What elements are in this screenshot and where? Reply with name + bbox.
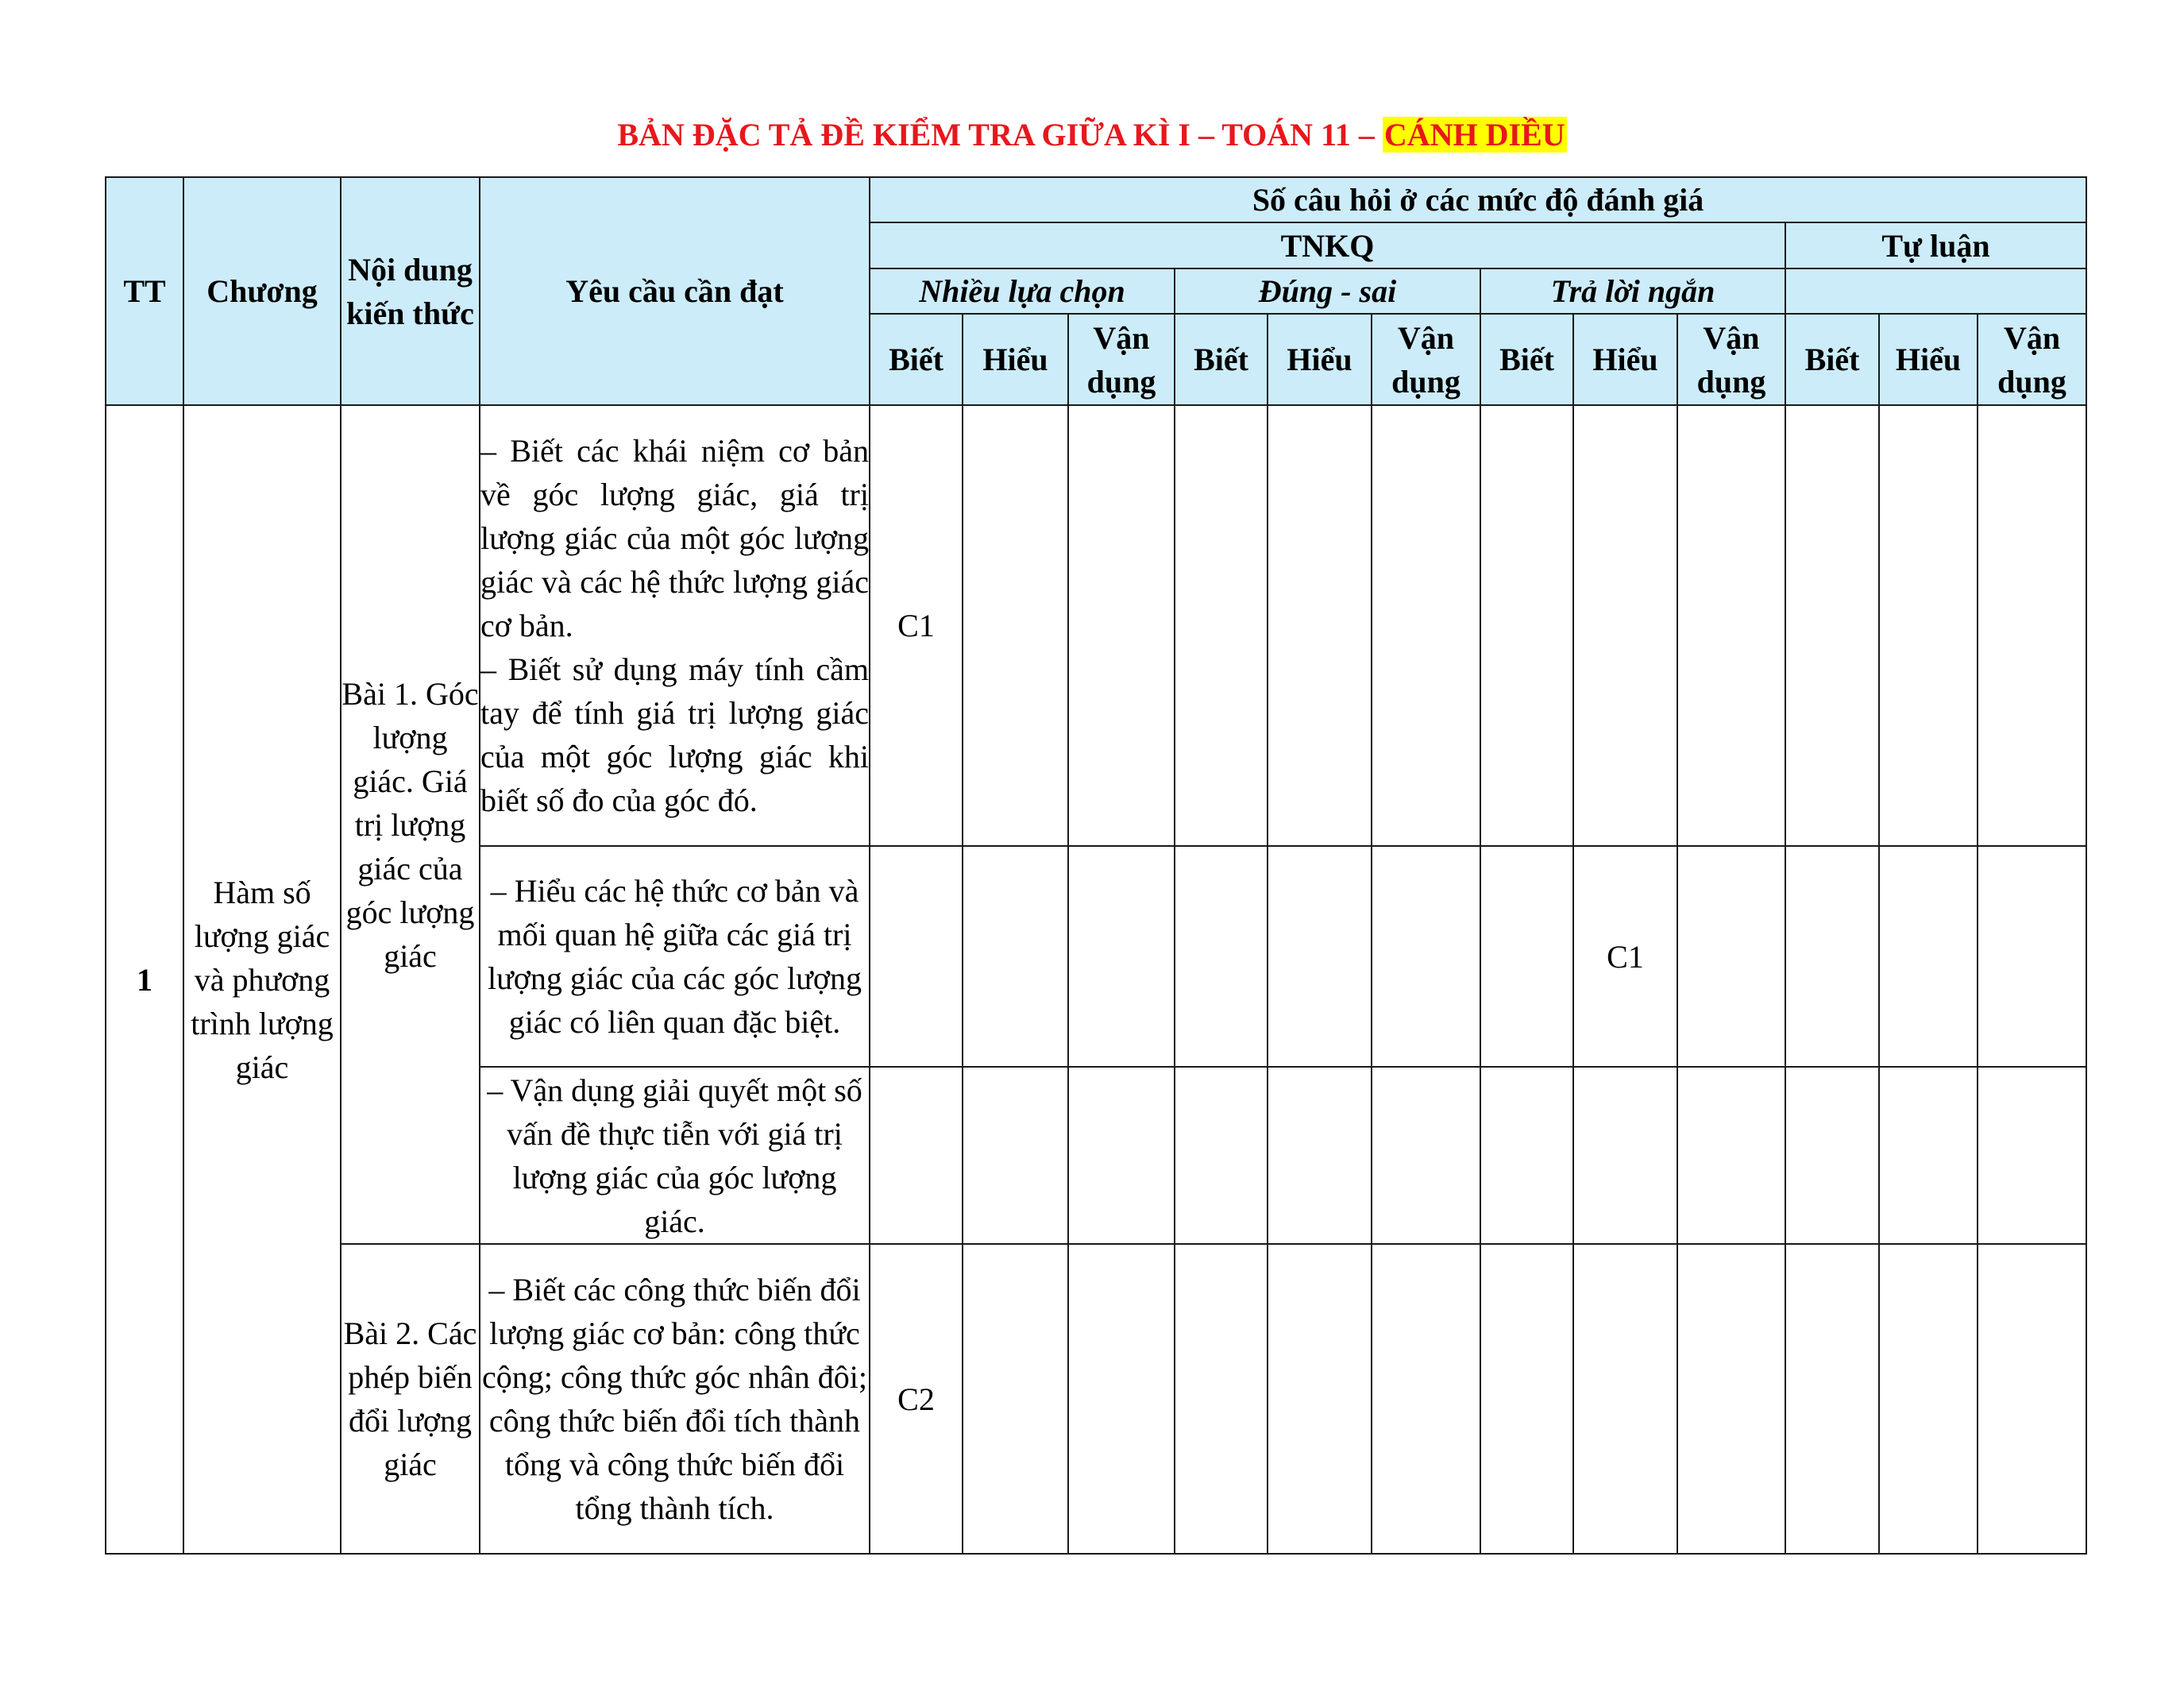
page-title: [0, 111, 2184, 159]
requirement-1a: – Biết các khái niệm cơ bản về góc lượng giác, giá trị lượng giác của một góc lượng giác và các hệ thức lượng giác cơ bản.: [480, 433, 869, 643]
header-nhieu-lua-chon: Nhiều lựa chọn: [870, 268, 1175, 314]
spec-table: [105, 176, 2087, 1555]
row-tt: 1: [106, 405, 183, 1554]
requirement-4: – Biết các công thức biến đổi lượng giác cơ bản: công thức cộng; công thức góc nhân đôi; công thức biến đổi tích thành tổng và công thức biến đổi tổng thành tích.: [480, 1244, 870, 1554]
header-hieu: Hiểu: [963, 314, 1068, 405]
title-main: BẢN ĐẶC TẢ ĐỀ KIỂM TRA GIỮA KÌ I – TOÁN 11 –: [617, 117, 1383, 153]
requirement-1: [480, 405, 870, 846]
chapter-name: Hàm số lượng giác và phương trình lượng giác: [183, 405, 341, 1554]
header-biet: Biết: [1785, 314, 1879, 405]
header-van-dung: Vận dụng: [1978, 314, 2086, 405]
cell-nlc-biet: C1: [870, 405, 963, 846]
cell-nlc-biet: C2: [870, 1244, 963, 1554]
table-row: [106, 1244, 2086, 1554]
header-hieu: Hiểu: [1573, 314, 1677, 405]
header-biet: Biết: [1480, 314, 1573, 405]
header-van-dung: Vận dụng: [1372, 314, 1480, 405]
table-row: [106, 405, 2086, 846]
lesson-1: Bài 1. Góc lượng giác. Giá trị lượng giác của góc lượng giác: [341, 405, 480, 1244]
header-hieu: Hiểu: [1268, 314, 1372, 405]
requirement-1b: – Biết sử dụng máy tính cầm tay để tính giá trị lượng giác của một góc lượng giác khi biết số đo của góc đó.: [480, 651, 869, 818]
header-so-cau-hoi: Số câu hỏi ở các mức độ đánh giá: [870, 177, 2086, 222]
header-tt: TT: [106, 177, 183, 405]
header-biet: Biết: [1175, 314, 1268, 405]
header-tu-luan-sub: [1785, 268, 2086, 314]
header-tra-loi-ngan: Trả lời ngắn: [1480, 268, 1785, 314]
header-biet: Biết: [870, 314, 963, 405]
header-noi-dung: Nội dung kiến thức: [341, 177, 480, 405]
requirement-3: – Vận dụng giải quyết một số vấn đề thực tiễn với giá trị lượng giác của góc lượng giác.: [480, 1067, 870, 1244]
header-tnkq: TNKQ: [870, 222, 1785, 268]
cell-tln-hieu: C1: [1573, 846, 1677, 1067]
requirement-2: – Hiểu các hệ thức cơ bản và mối quan hệ giữa các giá trị lượng giác của các góc lượng giác có liên quan đặc biệt.: [480, 846, 870, 1067]
header-hieu: Hiểu: [1879, 314, 1978, 405]
header-tu-luan: Tự luận: [1785, 222, 2086, 268]
header-yeu-cau: Yêu cầu cần đạt: [480, 177, 870, 405]
header-van-dung: Vận dụng: [1677, 314, 1785, 405]
header-chuong: Chương: [183, 177, 341, 405]
lesson-2: Bài 2. Các phép biến đổi lượng giác: [341, 1244, 480, 1554]
title-highlight: CÁNH DIỀU: [1383, 117, 1565, 153]
header-van-dung: Vận dụng: [1068, 314, 1175, 405]
header-dung-sai: Đúng - sai: [1175, 268, 1480, 314]
